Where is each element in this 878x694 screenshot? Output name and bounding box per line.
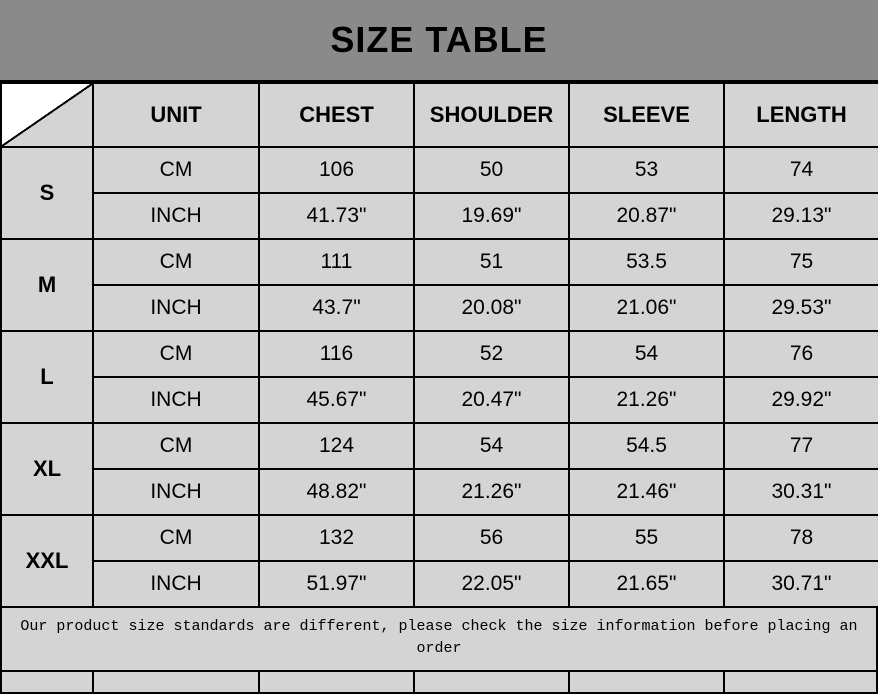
unit-cell: INCH <box>93 377 259 423</box>
footer-segment <box>415 672 570 692</box>
column-header-chest: CHEST <box>259 83 414 147</box>
unit-cell: INCH <box>93 561 259 607</box>
table-row <box>1 193 878 239</box>
value-sleeve: 21.65" <box>569 561 724 607</box>
unit-cell: INCH <box>93 469 259 515</box>
unit-cell: CM <box>93 147 259 193</box>
value-shoulder: 21.26" <box>414 469 569 515</box>
value-length: 77 <box>724 423 878 469</box>
table-row <box>1 377 878 423</box>
value-shoulder: 50 <box>414 147 569 193</box>
table-row <box>1 561 878 607</box>
value-sleeve: 20.87" <box>569 193 724 239</box>
footer-segment <box>725 672 876 692</box>
value-chest: 111 <box>259 239 414 285</box>
size-label-m: M <box>1 239 93 331</box>
diagonal-divider-icon <box>2 84 92 146</box>
footer-segment <box>94 672 260 692</box>
value-sleeve: 53.5 <box>569 239 724 285</box>
value-length: 30.31" <box>724 469 878 515</box>
value-length: 78 <box>724 515 878 561</box>
footer-segment <box>570 672 725 692</box>
unit-cell: CM <box>93 515 259 561</box>
column-header-shoulder: SHOULDER <box>414 83 569 147</box>
unit-cell: CM <box>93 331 259 377</box>
table-row <box>1 147 878 193</box>
value-chest: 106 <box>259 147 414 193</box>
value-sleeve: 21.26" <box>569 377 724 423</box>
header-row <box>1 83 878 147</box>
value-chest: 43.7" <box>259 285 414 331</box>
column-header-unit: UNIT <box>93 83 259 147</box>
footer-segment <box>260 672 415 692</box>
unit-cell: CM <box>93 423 259 469</box>
unit-cell: CM <box>93 239 259 285</box>
size-label-xxl: XXL <box>1 515 93 607</box>
value-length: 29.92" <box>724 377 878 423</box>
value-chest: 51.97" <box>259 561 414 607</box>
value-length: 30.71" <box>724 561 878 607</box>
table-row <box>1 239 878 285</box>
value-shoulder: 22.05" <box>414 561 569 607</box>
value-length: 76 <box>724 331 878 377</box>
value-chest: 132 <box>259 515 414 561</box>
value-sleeve: 21.06" <box>569 285 724 331</box>
value-sleeve: 53 <box>569 147 724 193</box>
unit-cell: INCH <box>93 285 259 331</box>
value-chest: 116 <box>259 331 414 377</box>
footer-segment <box>2 672 94 692</box>
value-chest: 45.67" <box>259 377 414 423</box>
corner-cell <box>1 83 93 147</box>
size-note: Our product size standards are different, please check the size information before placing an order <box>0 608 878 672</box>
table-row <box>1 469 878 515</box>
value-shoulder: 20.47" <box>414 377 569 423</box>
size-table <box>0 82 878 608</box>
value-shoulder: 54 <box>414 423 569 469</box>
unit-cell: INCH <box>93 193 259 239</box>
value-length: 75 <box>724 239 878 285</box>
table-header <box>1 83 878 147</box>
value-length: 74 <box>724 147 878 193</box>
table-row <box>1 515 878 561</box>
value-sleeve: 55 <box>569 515 724 561</box>
value-length: 29.53" <box>724 285 878 331</box>
value-shoulder: 51 <box>414 239 569 285</box>
footer-strip <box>0 672 878 694</box>
value-shoulder: 56 <box>414 515 569 561</box>
title-bar <box>0 0 878 82</box>
table-row <box>1 285 878 331</box>
value-length: 29.13" <box>724 193 878 239</box>
table-row <box>1 423 878 469</box>
column-header-sleeve: SLEEVE <box>569 83 724 147</box>
value-sleeve: 54 <box>569 331 724 377</box>
size-label-s: S <box>1 147 93 239</box>
size-label-xl: XL <box>1 423 93 515</box>
page-title: SIZE TABLE <box>330 19 548 60</box>
value-chest: 41.73" <box>259 193 414 239</box>
table-row <box>1 331 878 377</box>
value-sleeve: 54.5 <box>569 423 724 469</box>
value-shoulder: 52 <box>414 331 569 377</box>
value-chest: 124 <box>259 423 414 469</box>
column-header-length: LENGTH <box>724 83 878 147</box>
value-shoulder: 19.69" <box>414 193 569 239</box>
value-sleeve: 21.46" <box>569 469 724 515</box>
size-label-l: L <box>1 331 93 423</box>
table-body <box>1 147 878 607</box>
value-chest: 48.82" <box>259 469 414 515</box>
value-shoulder: 20.08" <box>414 285 569 331</box>
